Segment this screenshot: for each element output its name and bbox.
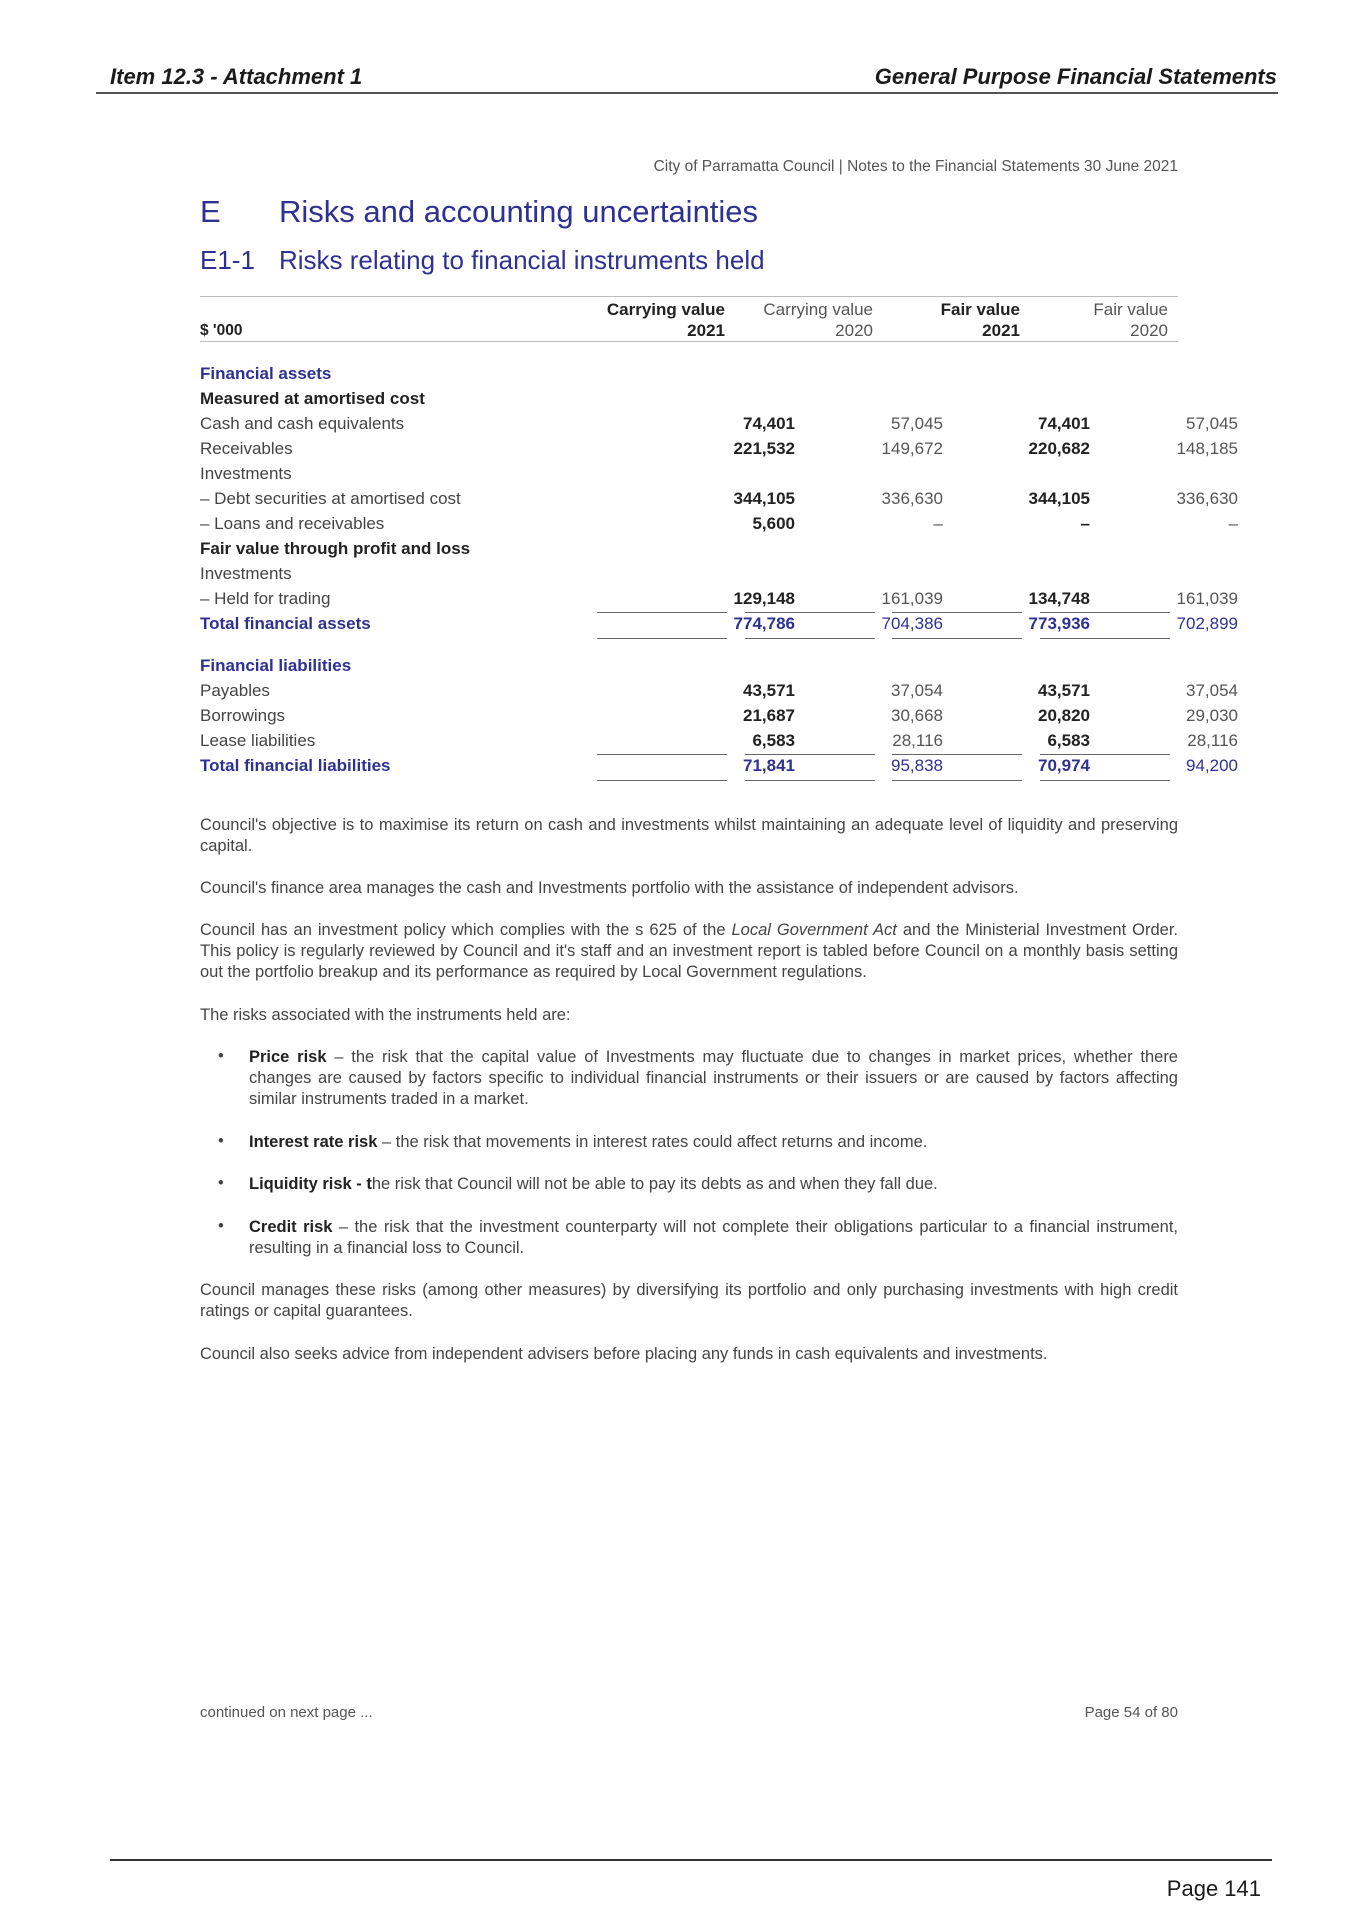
cell-value: 344,105 — [733, 489, 795, 508]
row-label: Total financial assets — [200, 614, 371, 633]
row-label: Lease liabilities — [200, 731, 316, 750]
column-header-line: Fair value — [1093, 300, 1168, 319]
cell-value: 57,045 — [1186, 414, 1238, 433]
subtotal-rule — [597, 612, 727, 613]
subsection-number: E1-1 — [200, 245, 255, 275]
cell-value: 149,672 — [881, 439, 943, 458]
table-row-financial-assets-heading — [200, 364, 1178, 388]
cell-value: 5,600 — [752, 514, 795, 533]
bullet-icon: • — [218, 1217, 224, 1235]
cell-value: 30,668 — [891, 706, 943, 725]
total-rule — [597, 638, 727, 639]
bullet-term: Credit risk — [249, 1218, 333, 1236]
cell-value: – — [1228, 514, 1238, 533]
table-top-rule — [200, 296, 1178, 297]
table-row — [200, 514, 1238, 538]
bullet-term: Price risk — [249, 1048, 327, 1066]
cell-value: – — [933, 514, 943, 533]
cell-value: 6,583 — [752, 731, 795, 750]
column-header-line: Fair value — [940, 300, 1020, 319]
bullet-description: – the risk that the investment counterparty will not complete their obligations particular to a financial instrument, resulting in a financial loss to Council. — [249, 1218, 1178, 1257]
cell-value: 28,116 — [892, 731, 943, 750]
total-rule — [892, 780, 1022, 781]
bullet-icon: • — [218, 1047, 224, 1065]
row-label: Total financial liabilities — [200, 756, 391, 775]
table-row-total-liabilities — [200, 756, 1238, 780]
paragraph-finance-area: Council's finance area manages the cash and Investments portfolio with the assistance of independent advisors. — [200, 879, 1019, 897]
bullet-icon: • — [218, 1132, 224, 1150]
section-title: Risks and accounting uncertainties — [279, 194, 759, 229]
bullet-price-risk — [249, 1047, 1178, 1110]
column-header-fair-2020 — [1008, 299, 1168, 341]
column-header-year: 2021 — [687, 321, 725, 340]
total-rule — [1040, 638, 1170, 639]
bullet-term: Liquidity risk - t — [249, 1175, 372, 1193]
table-row-amortised-cost-heading — [200, 389, 1178, 413]
subtotal-rule — [892, 612, 1022, 613]
page-number: Page 141 — [1166, 1876, 1261, 1901]
table-row-total-assets — [200, 614, 1238, 638]
cell-value: 221,532 — [733, 439, 795, 458]
row-label: Investments — [200, 564, 292, 583]
row-label: Financial liabilities — [200, 656, 352, 675]
subtotal-rule — [892, 754, 1022, 755]
table-row — [200, 706, 1238, 730]
table-row — [200, 439, 1238, 463]
table-unit-label: $ '000 — [200, 322, 243, 339]
cell-value: 148,185 — [1176, 439, 1238, 458]
column-header-carrying-2021 — [565, 299, 725, 341]
table-row — [200, 731, 1238, 755]
table-row-fvtpl-heading — [200, 539, 1178, 563]
total-rule — [745, 780, 875, 781]
cell-value: 220,682 — [1028, 439, 1090, 458]
bullet-description: – the risk that movements in interest rates could affect returns and income. — [377, 1133, 928, 1151]
cell-value: 21,687 — [743, 706, 795, 725]
table-row — [200, 564, 1178, 588]
paragraph-objective: Council's objective is to maximise its return on cash and investments whilst maintaining an adequate level of liquidity and preserving capital. — [200, 816, 1178, 855]
text-run: and the Ministerial Investment Order. This policy is regularly reviewed by Council and it's staff and an investment report is tabled before Council on a monthly basis setting out the portfolio breakup and its performance as required by Local Government regulations. — [200, 921, 1178, 981]
total-rule — [745, 638, 875, 639]
cell-value: 774,786 — [733, 614, 795, 633]
table-row — [200, 414, 1238, 438]
row-label: Cash and cash equivalents — [200, 414, 405, 433]
statement-title: General Purpose Financial Statements — [874, 64, 1277, 89]
cell-value: 336,630 — [1176, 489, 1238, 508]
cell-value: 71,841 — [743, 756, 795, 775]
total-rule — [1040, 780, 1170, 781]
subtotal-rule — [1040, 612, 1170, 613]
cell-value: 70,974 — [1038, 756, 1090, 775]
row-label: – Debt securities at amortised cost — [200, 489, 461, 508]
subsection-title: Risks relating to financial instruments held — [279, 245, 765, 275]
attachment-label: Item 12.3 - Attachment 1 — [110, 64, 363, 89]
cell-value: 43,571 — [743, 681, 795, 700]
total-rule — [892, 638, 1022, 639]
cell-value: 37,054 — [891, 681, 943, 700]
cell-value: 94,200 — [1186, 756, 1238, 775]
cell-value: 702,899 — [1176, 614, 1238, 633]
row-label: Investments — [200, 464, 292, 483]
column-header-carrying-2020 — [713, 299, 873, 341]
column-header-fair-2021 — [860, 299, 1020, 341]
header-divider — [96, 92, 1278, 94]
row-label: Borrowings — [200, 706, 286, 725]
cell-value: 43,571 — [1038, 681, 1090, 700]
paragraph-risks-intro: The risks associated with the instruments held are: — [200, 1006, 571, 1024]
bullet-description: he risk that Council will not be able to pay its debts as and when they fall due. — [371, 1175, 938, 1193]
continued-note: continued on next page ... — [200, 1704, 373, 1721]
cell-value: 134,748 — [1028, 589, 1090, 608]
table-row — [200, 681, 1238, 705]
cell-value: 57,045 — [891, 414, 943, 433]
bullet-icon: • — [218, 1174, 224, 1192]
row-label: Payables — [200, 681, 270, 700]
subtotal-rule — [1040, 754, 1170, 755]
row-label: – Held for trading — [200, 589, 331, 608]
cell-value: 6,583 — [1047, 731, 1090, 750]
cell-value: 773,936 — [1028, 614, 1090, 633]
cell-value: 161,039 — [881, 589, 943, 608]
row-label: Fair value through profit and loss — [200, 539, 471, 558]
total-rule — [597, 780, 727, 781]
cell-value: 704,386 — [881, 614, 943, 633]
act-name: Local Government Act — [731, 921, 897, 939]
table-header-rule — [200, 341, 1178, 342]
cell-value: 336,630 — [881, 489, 943, 508]
row-label: Financial assets — [200, 364, 332, 383]
cell-value: 37,054 — [1186, 681, 1238, 700]
cell-value: 161,039 — [1176, 589, 1238, 608]
cell-value: 95,838 — [891, 756, 943, 775]
column-header-year: 2020 — [1130, 321, 1168, 340]
bullet-credit-risk — [249, 1217, 1178, 1259]
row-label: Measured at amortised cost — [200, 389, 425, 408]
paragraph-risk-management: Council manages these risks (among other measures) by diversifying its portfolio and only purchasing investments with high credit ratings or capital guarantees. — [200, 1281, 1178, 1320]
column-header-year: 2020 — [835, 321, 873, 340]
inner-page-number: Page 54 of 80 — [1084, 1704, 1178, 1721]
cell-value: 20,820 — [1038, 706, 1090, 725]
subtotal-rule — [745, 612, 875, 613]
section-letter: E — [200, 194, 221, 229]
bullet-description: – the risk that the capital value of Investments may fluctuate due to changes in market prices, whether there changes are caused by factors specific to individual financial instruments or their issuers or are caused by factors affecting similar instruments traded in a market. — [249, 1048, 1178, 1108]
cell-value: 74,401 — [1038, 414, 1090, 433]
subtotal-rule — [745, 754, 875, 755]
cell-value: – — [1080, 514, 1090, 533]
text-run: Council has an investment policy which complies with the s 625 of the — [200, 921, 732, 939]
column-header-year: 2021 — [982, 321, 1020, 340]
table-row — [200, 489, 1238, 513]
bullet-liquidity-risk — [249, 1174, 1178, 1195]
subtotal-rule — [597, 754, 727, 755]
paragraph-independent-advice: Council also seeks advice from independent advisers before placing any funds in cash equivalents and investments. — [200, 1345, 1048, 1363]
column-header-line: Carrying value — [606, 300, 725, 319]
row-label: – Loans and receivables — [200, 514, 385, 533]
cell-value: 344,105 — [1028, 489, 1090, 508]
table-row — [200, 589, 1238, 613]
table-row-financial-liabilities-heading — [200, 656, 1178, 680]
document-header: City of Parramatta Council | Notes to the Financial Statements 30 June 2021 — [653, 158, 1178, 175]
bullet-term: Interest rate risk — [249, 1133, 378, 1151]
footer-divider — [110, 1859, 1272, 1861]
cell-value: 29,030 — [1186, 706, 1238, 725]
cell-value: 28,116 — [1187, 731, 1238, 750]
table-row — [200, 464, 1178, 488]
bullet-interest-rate-risk — [249, 1132, 1178, 1153]
row-label: Receivables — [200, 439, 293, 458]
cell-value: 74,401 — [743, 414, 795, 433]
column-header-line: Carrying value — [763, 300, 873, 319]
cell-value: 129,148 — [733, 589, 795, 608]
paragraph-investment-policy — [200, 920, 1178, 983]
